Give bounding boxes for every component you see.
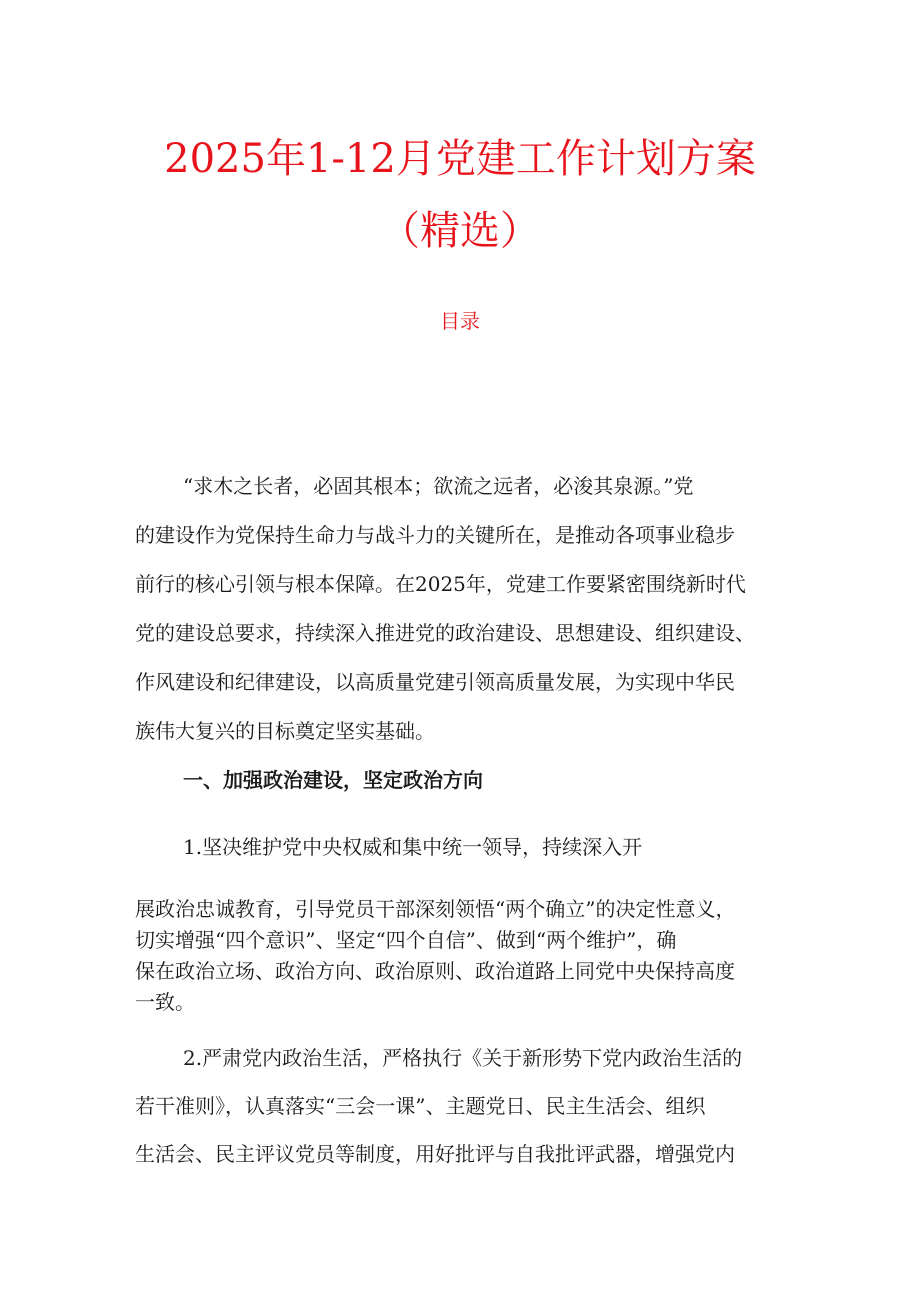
item-1-line: 一致。: [135, 990, 195, 1014]
item-1-head-line: 1.坚决维护党中央权威和集中统一领导，持续深入开: [183, 835, 643, 859]
item-2-line: 2.严肃党内政治生活，严格执行《关于新形势下党内政治生活的: [183, 1046, 743, 1070]
intro-line: 作风建设和纪律建设，以高质量党建引领高质量发展，为实现中华民: [135, 670, 735, 694]
intro-line: 党的建设总要求，持续深入推进党的政治建设、思想建设、组织建设、: [135, 621, 755, 645]
toc-heading: 目录: [440, 309, 480, 333]
intro-line: 前行的核心引领与根本保障。在2025年，党建工作要紧密围绕新时代: [135, 572, 746, 596]
intro-line: 的建设作为党保持生命力与战斗力的关键所在，是推动各项事业稳步: [135, 523, 735, 547]
intro-line: “求木之长者，必固其根本；欲流之远者，必浚其泉源。”党: [183, 474, 694, 498]
item-1-heading: [183, 832, 843, 862]
document-subtitle: （精选）: [380, 208, 540, 254]
item-1-paragraph: [135, 894, 795, 1018]
item-1-line: 保在政治立场、政治方向、政治原则、政治道路上同党中央保持高度: [135, 959, 735, 983]
intro-line: 族伟大复兴的目标奠定坚实基础。: [135, 719, 435, 743]
item-2-paragraph: [135, 1034, 795, 1178]
item-2-line: 生活会、民主评议党员等制度，用好批评与自我批评武器，增强党内: [135, 1142, 735, 1166]
item-2-line: 若干准则》，认真落实“三会一课”、主题党日、民主生活会、组织: [135, 1094, 706, 1118]
section-1-heading: 一、加强政治建设，坚定政治方向: [183, 768, 483, 792]
item-1-line: 展政治忠诚教育，引导党员干部深刻领悟“两个确立”的决定性意义，: [135, 897, 736, 921]
item-1-line: 切实增强“四个意识”、坚定“四个自信”、做到“两个维护”，确: [135, 928, 677, 952]
intro-paragraph: [135, 462, 795, 756]
document-title: 2025年1-12月党建工作计划方案: [164, 136, 756, 182]
